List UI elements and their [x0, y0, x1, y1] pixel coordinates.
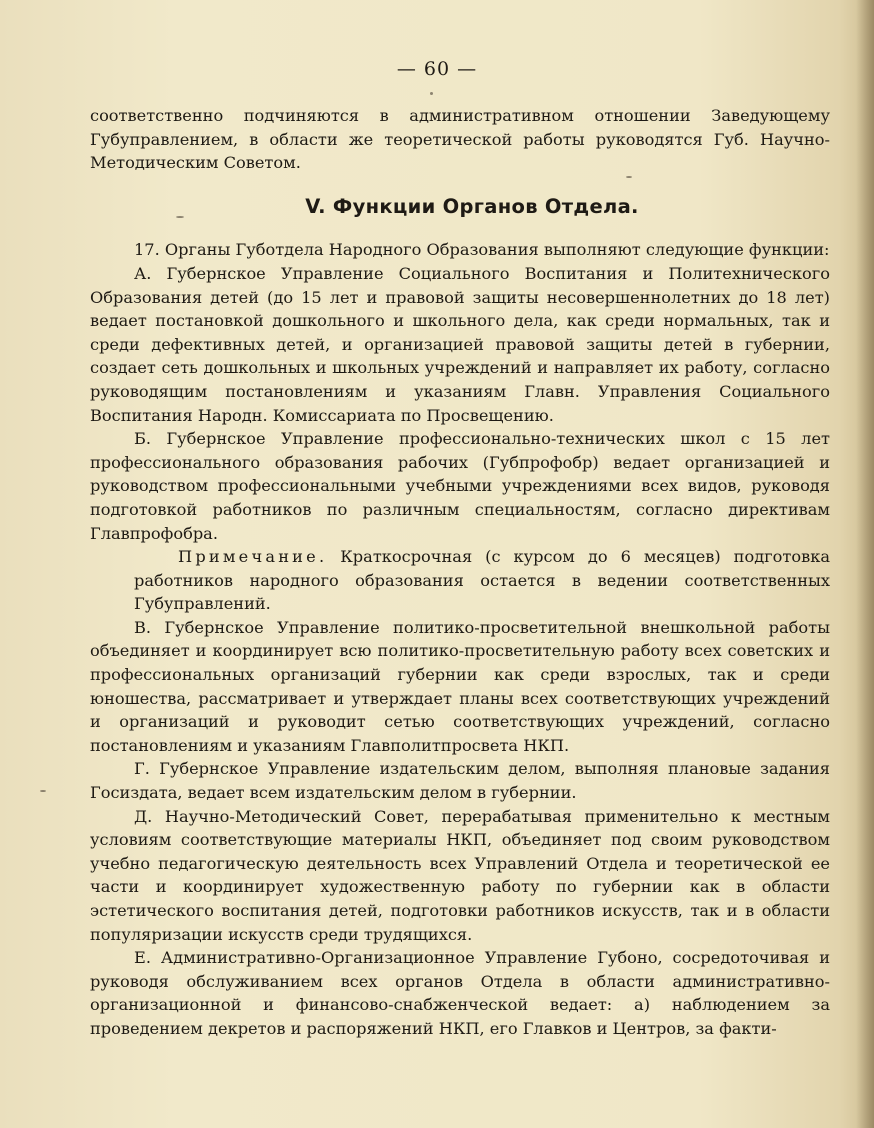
paragraph-v: В. Губернское Управление политико-просветительной внешкольной работы объединяет и координирует всю политико-просветительную работу всех советских и профессиональных организаций губернии как среди взрослых, так и среди юношества, рассматривает и утверждает планы всех соответствующих учреждений и организаций и руководит сетью соответствующих учреждений, согласно постановлениям и указаниям Главполитпросвета НКП. — [90, 617, 830, 755]
paragraph-d: Д. Научно-Методический Совет, перерабатывая применительно к местным условиям соответствующие материалы НКП, объединяет под своим руководством учебно педагогическую деятельность всех Управлений Отдела и теоретической ее части и координирует художественную работу по губернии как в области эстетического воспитания детей, подготовки работников искусств, так и в области популяризации искусств среди трудящихся. — [90, 806, 830, 944]
section-heading: V. Функции Органов Отдела. — [305, 194, 639, 218]
ink-speck — [40, 790, 46, 792]
paragraph-continuation: соответственно подчиняются в административном отношении Заведующему Губуправлением, в области же теоретической работы руководятся Губ. Научно-Методическим Советом. — [90, 106, 830, 173]
note-paragraph — [90, 545, 830, 616]
page-edge-shadow — [856, 0, 874, 1128]
note-label: Примечание. — [178, 547, 328, 567]
ink-speck — [430, 92, 433, 95]
paragraph-17: 17. Органы Губотдела Народного Образования выполняют следующие функции: — [134, 240, 830, 260]
note-text: Краткосрочная (с курсом до 6 месяцев) подготовка работников народного образования остается в ведении соответственных Губуправлений. — [134, 547, 830, 614]
body-text — [90, 104, 830, 1041]
paragraph-e: Е. Административно-Организационное Управление Губоно, сосредоточивая и руководя обслуживанием всех органов Отдела в области административно-организационной и финансово-снабженческой ведает: а) наблюдением за проведением декретов и распоряжений НКП, его Главков и Центров, за факти- — [90, 948, 830, 1038]
paragraph-b: Б. Губернское Управление профессионально-технических школ с 15 лет профессионального образования рабочих (Губпрофобр) ведает организацией и руководством профессиональными учебными учреждениями всех видов, руководя подготовкой работников по различным специальностям, согласно директивам Главпрофобра. — [90, 429, 830, 543]
paragraph-g: Г. Губернское Управление издательским делом, выполняя плановые задания Госиздата, ведает всем издательским делом в губернии. — [90, 759, 830, 803]
paragraph-a: А. Губернское Управление Социального Воспитания и Политехнического Образования детей (до 15 лет и правовой защиты несовершеннолетних до 18 лет) ведает постановкой дошкольного и школьного дела, как среди нормальных, так и среди дефективных детей, и организацией правовой защиты детей в губернии, создает сеть дошкольных и школьных учреждений и направляет их работу, согласно руководящим постановлениям и указаниям Главн. Управления Социального Воспитания Народн. Комиссариата по Просвещению. — [90, 263, 830, 425]
page-number: — 60 — — [396, 58, 478, 80]
